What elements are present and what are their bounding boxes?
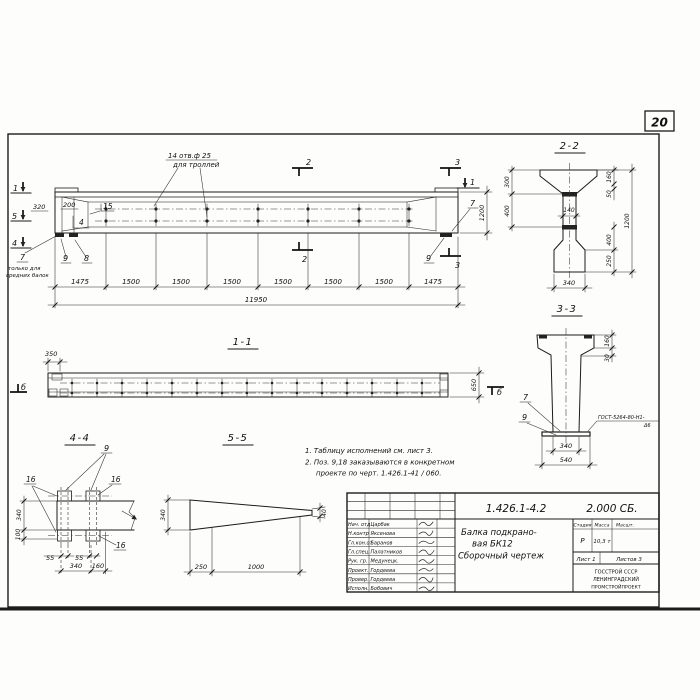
svg-text:9: 9 xyxy=(104,444,110,453)
dim-200: 200 xyxy=(63,201,76,209)
dim-total: 11950 xyxy=(244,296,268,304)
stage-header: Стадия xyxy=(573,523,592,529)
sheet-number: Лист 1 xyxy=(576,557,596,563)
dim-segment: 1500 xyxy=(172,278,190,286)
hole-note-line1: 14 отв.ф 25 xyxy=(168,152,211,160)
svg-text:340: 340 xyxy=(16,509,23,521)
dims-left-4-4 xyxy=(15,496,57,545)
note-line-3: проекте по черт. 1.426.1-41 / 060. xyxy=(316,469,442,478)
section-5-5-title: 5-5 xyxy=(227,433,249,444)
name: Медунецк. xyxy=(370,558,399,565)
dim-650 xyxy=(450,367,484,403)
pos-9: 9 xyxy=(63,254,69,263)
svg-text:ГОСТ-5264-80-Н1-: ГОСТ-5264-80-Н1- xyxy=(598,415,645,421)
svg-text:16: 16 xyxy=(111,475,121,484)
svg-text:340: 340 xyxy=(562,279,576,287)
org-line-2: ЛЕНИНГРАДСКИЙ xyxy=(592,577,640,583)
svg-text:250: 250 xyxy=(194,563,208,571)
svg-text:340: 340 xyxy=(559,442,573,450)
rail-notch xyxy=(584,335,592,339)
svg-text:340: 340 xyxy=(160,509,167,521)
elevation-view xyxy=(6,152,492,308)
svg-text:140: 140 xyxy=(563,207,575,214)
svg-text:вая БК12: вая БК12 xyxy=(472,539,513,550)
dim-segment: 1475 xyxy=(424,278,442,286)
role: Нач. отд xyxy=(348,522,371,528)
note-line-2: 2. Поз. 9,18 заказываются в конкретном xyxy=(305,458,455,467)
svg-text:400: 400 xyxy=(606,234,613,246)
marker-3-bottom: 3 xyxy=(455,261,461,270)
svg-text:16: 16 xyxy=(116,541,126,550)
dim-1200: 1200 xyxy=(478,204,486,222)
marker-4: 4 xyxy=(12,239,18,248)
role: Проект. xyxy=(348,567,369,574)
marker-3-top: 3 xyxy=(455,158,461,167)
pos-4: 4 xyxy=(79,218,84,227)
doc-number: 1.426.1-4.2 xyxy=(485,503,547,515)
svg-text:9: 9 xyxy=(522,413,528,422)
dims-left-2-2 xyxy=(504,166,563,231)
svg-text:55: 55 xyxy=(75,554,84,562)
name: Бобович xyxy=(370,586,393,592)
svg-text:40: 40 xyxy=(321,509,328,517)
svg-text:б: б xyxy=(21,383,26,392)
marker-1-right: 1 xyxy=(470,178,476,187)
marker-b-right xyxy=(487,387,504,397)
hole-note-line2: для троллей xyxy=(173,161,220,169)
section-2-2 xyxy=(504,141,636,292)
section-1-1 xyxy=(10,337,504,403)
hole-callout xyxy=(154,152,220,217)
weld-callout xyxy=(588,415,659,431)
section-5-5 xyxy=(160,433,328,576)
svg-text:30: 30 xyxy=(604,354,611,362)
elevation-dimensions xyxy=(48,233,465,308)
marker-2-top: 2 xyxy=(306,158,312,167)
pos-7-note2: средних балок xyxy=(6,273,49,279)
marker-2-bottom: 2 xyxy=(302,255,308,264)
scale-header: Масшт. xyxy=(615,523,635,529)
role: Рук. гр. xyxy=(348,558,368,565)
drawing-title xyxy=(458,528,544,562)
role: Провер. xyxy=(348,576,369,583)
svg-text:55: 55 xyxy=(46,554,55,562)
signatures xyxy=(419,522,434,591)
section-1-1-title: 1-1 xyxy=(232,337,254,348)
marker-1: 1 xyxy=(13,184,19,193)
pos-15: 15 xyxy=(103,202,113,211)
section-4-4 xyxy=(15,433,137,574)
svg-text:160: 160 xyxy=(606,171,613,183)
dim-350 xyxy=(43,350,67,371)
dims-bottom-5-5 xyxy=(184,517,306,576)
pos-7: 7 xyxy=(20,253,26,262)
note-line-1: 1. Таблицу исполнений см. лист 3. xyxy=(305,447,433,455)
section-3-3 xyxy=(519,304,659,469)
support-shoe xyxy=(69,233,78,237)
pos-8: 8 xyxy=(84,254,90,263)
revision-grid xyxy=(347,493,455,519)
stamp-right-block xyxy=(573,519,659,592)
svg-text:650: 650 xyxy=(470,378,478,392)
marker-b-left xyxy=(10,383,27,392)
svg-text:Балка подкрано-: Балка подкрано- xyxy=(461,528,537,538)
stage-value: Р xyxy=(580,537,585,545)
signature-rows xyxy=(348,522,434,592)
beam-outline xyxy=(55,188,458,237)
name: Гордеева xyxy=(370,576,396,583)
doc-code: 2.000 СБ. xyxy=(586,503,638,515)
name: Палатников xyxy=(370,549,403,556)
section-2-2-title: 2-2 xyxy=(559,141,581,152)
svg-text:б: б xyxy=(497,388,502,397)
pos-9-right: 9 xyxy=(426,254,432,263)
svg-text:540: 540 xyxy=(559,456,573,464)
svg-text:16: 16 xyxy=(26,475,36,484)
role: Гл.спец. xyxy=(348,549,370,556)
support-shoe xyxy=(55,233,64,237)
mass-header: Масса xyxy=(594,523,610,529)
pos-labels-4-4 xyxy=(24,444,126,550)
svg-text:160: 160 xyxy=(91,562,105,570)
title-block xyxy=(347,493,659,592)
svg-text:1000: 1000 xyxy=(247,563,265,571)
org-line-1: ГОССТРОЙ СССР xyxy=(594,569,638,576)
svg-text:50: 50 xyxy=(606,190,613,198)
svg-text:400: 400 xyxy=(504,205,511,217)
org-line-3: ПРОМСТРОЙПРОЕКТ xyxy=(591,585,641,591)
dim-segment: 1500 xyxy=(223,278,241,286)
plan-holes xyxy=(71,379,424,397)
svg-text:7: 7 xyxy=(523,393,529,402)
page-number: 20 xyxy=(651,115,668,130)
pos-7-right: 7 xyxy=(470,199,476,208)
svg-text:300: 300 xyxy=(504,176,511,188)
svg-text:160: 160 xyxy=(604,335,611,347)
section-4-4-title: 4-4 xyxy=(69,433,91,444)
svg-text:250: 250 xyxy=(606,255,613,267)
svg-text:Сборочный чертеж: Сборочный чертеж xyxy=(458,551,544,562)
name: Гордеева xyxy=(370,567,396,574)
svg-text:Δ6: Δ6 xyxy=(644,423,651,429)
svg-text:1200: 1200 xyxy=(624,213,631,229)
role: Гл.кон.от xyxy=(348,540,373,547)
dim-segment: 1500 xyxy=(375,278,393,286)
dim-web-140 xyxy=(558,207,580,219)
dims-bottom-4-4 xyxy=(44,532,112,574)
name: Царбак xyxy=(370,522,390,528)
section-3-3-title: 3-3 xyxy=(556,304,578,315)
dim-left-5-5 xyxy=(160,495,190,535)
role: Исполн. xyxy=(348,586,369,592)
dim-320: 320 xyxy=(33,203,46,211)
dims-bottom-3-3 xyxy=(535,437,597,469)
notes xyxy=(305,447,455,478)
dim-segment: 1475 xyxy=(71,278,89,286)
trolley-holes xyxy=(95,204,415,226)
mass-value: 10,3 т xyxy=(593,539,611,545)
dim-segment: 1500 xyxy=(274,278,292,286)
dim-segment: 1500 xyxy=(324,278,342,286)
clamp-assembly-left xyxy=(58,487,72,545)
section-markers-left xyxy=(11,182,31,248)
name: Яксенова xyxy=(370,531,396,538)
svg-text:350: 350 xyxy=(45,350,58,358)
name: Баранов xyxy=(370,540,393,547)
clamp-assembly-right xyxy=(86,487,100,545)
role: Н.контр xyxy=(348,531,369,538)
svg-text:100: 100 xyxy=(15,528,22,541)
pos-7-note1: только для xyxy=(8,266,41,272)
marker-5: 5 xyxy=(12,212,18,221)
sheet-count: Листов 3 xyxy=(616,557,642,563)
dims-right-2-2 xyxy=(585,164,636,278)
cut-marks xyxy=(292,158,479,270)
dim-tip-5-5 xyxy=(312,503,328,522)
pos-labels-3-3 xyxy=(519,393,560,435)
rail-notch xyxy=(539,335,547,339)
svg-text:340: 340 xyxy=(69,562,83,570)
dim-segment: 1500 xyxy=(122,278,140,286)
support-shoe xyxy=(440,233,452,237)
